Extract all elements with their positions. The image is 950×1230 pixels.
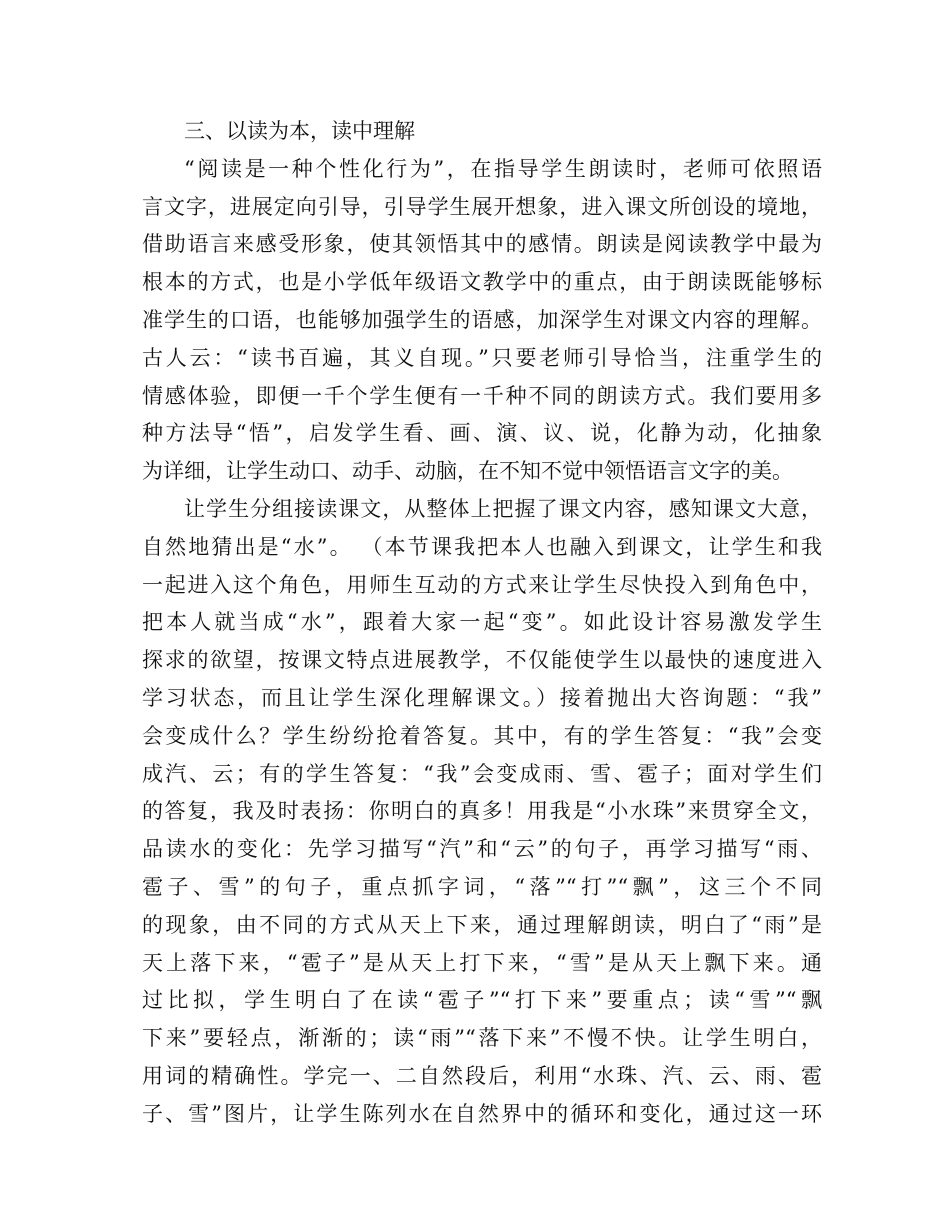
section-heading: 三、以读为本，读中理解: [184, 119, 415, 143]
paragraph-line: 根本的方式，也是小学低年级语文教学中的重点，由于朗读既能够标: [142, 270, 822, 295]
paragraph-line: 借助语言来感受形象，使其领悟其中的感情。朗读是阅读教学中最为: [142, 232, 822, 257]
paragraph-line: 探求的欲望，按课文特点进展教学，不仅能使学生以最快的速度进入: [142, 648, 822, 673]
paragraph-line: 学习状态，而且让学生深化理解课文。）接着抛出大咨询题：“我”: [142, 685, 822, 710]
paragraph-line: 天上落下来，“雹子”是从天上打下来，“雪”是从天上飘下来。通: [142, 950, 822, 975]
document-body: [142, 113, 822, 1134]
paragraph-line: 过比拟，学生明白了在读“雹子”“打下来”要重点；读“雪”“飘: [142, 988, 822, 1013]
paragraph-line: 下来”要轻点，渐渐的；读“雨”“落下来”不慢不快。让学生明白，: [142, 1026, 822, 1051]
paragraph-line: 的答复，我及时表扬：你明白的真多！用我是“小水珠”来贯穿全文，: [142, 799, 822, 824]
paragraph-line: 一起进入这个角色，用师生互动的方式来让学生尽快投入到角色中，: [142, 572, 822, 597]
paragraph-2: [142, 491, 822, 1134]
paragraph-line: 雹子、雪”的句子，重点抓字词，“落”“打”“飘”，这三个不同: [142, 874, 822, 899]
paragraph-line: “阅读是一种个性化行为”，在指导学生朗读时，老师可依照语: [184, 156, 822, 181]
paragraph-line: 言文字，进展定向引导，引导学生展开想象，进入课文所创设的境地，: [142, 194, 822, 219]
paragraph-line: 为详细，让学生动口、动手、动脑，在不知不觉中领悟语言文字的美。: [142, 459, 793, 484]
paragraph-line: 情感体验，即便一千个学生便有一千种不同的朗读方式。我们要用多: [142, 383, 822, 408]
paragraph-line: 准学生的口语，也能够加强学生的语感，加深学生对课文内容的理解。: [142, 307, 822, 332]
paragraph-line: 成汽、云；有的学生答复：“我”会变成雨、雪、雹子；面对学生们: [142, 761, 822, 786]
paragraph-line: 会变成什么？学生纷纷抢着答复。其中，有的学生答复：“我”会变: [142, 723, 822, 748]
paragraph-line: 让学生分组接读课文，从整体上把握了课文内容，感知课文大意，: [184, 496, 822, 521]
paragraph-line: 把本人就当成“水”，跟着大家一起“变”。如此设计容易激发学生: [142, 610, 822, 635]
paragraph-line: 自然地猜出是“水”。 （本节课我把本人也融入到课文，让学生和我: [142, 534, 822, 559]
paragraph-line: 子、雪”图片，让学生陈列水在自然界中的循环和变化，通过这一环: [142, 1101, 822, 1126]
paragraph-line: 的现象，由不同的方式从天上下来，通过理解朗读，明白了“雨”是: [142, 912, 822, 937]
paragraph-line: 古人云：“读书百遍，其义自现。”只要老师引导恰当，注重学生的: [142, 345, 822, 370]
paragraph-1: [142, 151, 822, 491]
paragraph-line: 用词的精确性。学完一、二自然段后，利用“水珠、汽、云、雨、雹: [142, 1063, 822, 1088]
paragraph-line: 种方法导“悟”，启发学生看、画、演、议、说，化静为动，化抽象: [142, 421, 822, 446]
paragraph-line: 品读水的变化：先学习描写“汽”和“云”的句子，再学习描写“雨、: [142, 837, 822, 862]
